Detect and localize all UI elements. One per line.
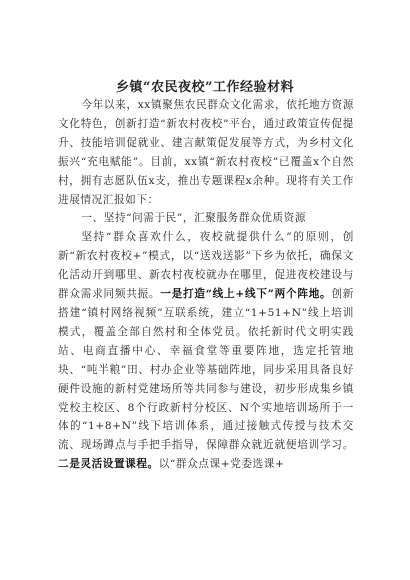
document-body bbox=[58, 96, 354, 474]
paragraph-text-tail: 以“群众点课+党委选课+ bbox=[158, 458, 285, 471]
intro-paragraph: 今年以来，xx镇聚焦农民群众文化需求，依托地方资源文化特色，创新打造“新农村夜校”平台，通过政策宣传促提升、技能培训促就业、建言献策促发展等方式，为乡村文化振兴“充电赋能”。目前，xx镇“新农村夜校”已覆盖x个自然村，拥有志愿队伍x支，推出专题课程x余种。现将有关工作进展情况汇报如下： bbox=[58, 99, 354, 206]
paragraph-text-continued: 创新搭建“镇村网络视频”互联系统，建立“1+51+N”线上培训模式，覆盖全部自然村和全体党员。依托新时代文明实践站、电商直播中心、幸福食堂等重要阵地，选定托管地块、“吨半粮”田、村办企业等基础阵地，同步采用具备良好硬件设施的新村党建场所等共同参与建设，初步形成集乡镇党校主校区、8个行政新村分校区、N个实地培训场所于一体的“1+8+N”线下培训体系，通过接触式传授与技术交流、现场蹲点与手把手指导，保障群众就近就便培训学习。 bbox=[58, 288, 354, 452]
bold-subheading-2: 二是灵活设置课程。 bbox=[58, 458, 159, 471]
bold-subheading-1: 一是打造“线上+线下”两个阵地。 bbox=[160, 288, 332, 301]
document-title: 乡镇“农民夜校”工作经验材料 bbox=[116, 80, 294, 95]
section-heading: 一、坚持“问需于民”，汇聚服务群众优质资源 bbox=[81, 212, 307, 225]
paragraph-text: 坚持“群众喜欢什么，夜校就提供什么”的原则，创新“新农村夜校+”模式，以“送戏送影”下乡为依托，确保文化活动开到哪里、新农村夜校就办在哪里，促进夜校建设与群众需求同频共振。 bbox=[58, 231, 354, 301]
body-paragraph bbox=[58, 228, 354, 474]
